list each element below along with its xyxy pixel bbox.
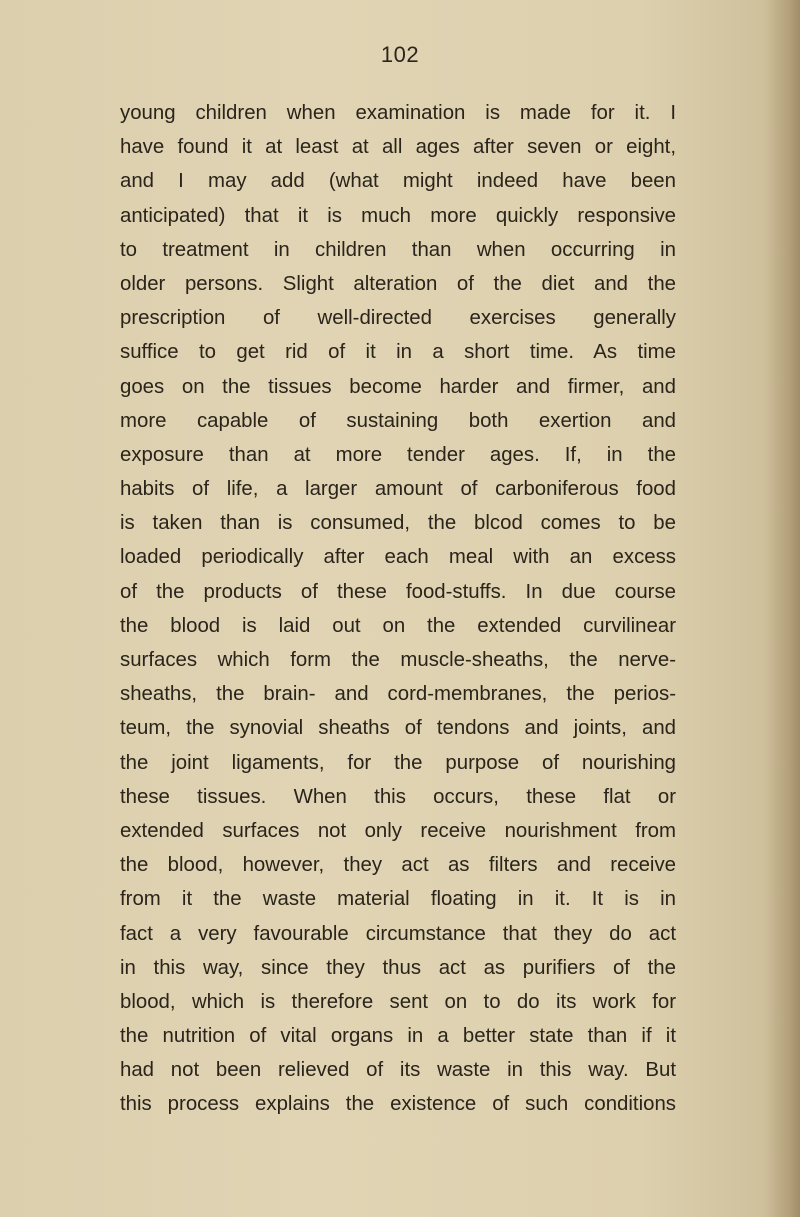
text-line: to treatment in children than when occurring in xyxy=(120,238,676,261)
text-line: had not been relieved of its waste in this way. But xyxy=(120,1059,676,1082)
text-line: the nutrition of vital organs in a better state than if it xyxy=(120,1025,676,1048)
text-line: the blood, however, they act as filters and receive xyxy=(120,854,676,877)
text-line: teum, the synovial sheaths of tendons and joints, and xyxy=(120,717,676,740)
text-line: extended surfaces not only receive nourishment from xyxy=(120,819,676,842)
text-line: more capable of sustaining both exertion and xyxy=(120,409,676,432)
text-line: this process explains the existence of such conditions xyxy=(120,1093,676,1116)
text-line: from it the waste material floating in it. It is in xyxy=(120,888,676,911)
text-line: loaded periodically after each meal with an excess xyxy=(120,546,676,569)
text-line: and I may add (what might indeed have been xyxy=(120,170,676,193)
text-line: prescription of well-directed exercises generally xyxy=(120,307,676,330)
text-line: blood, which is therefore sent on to do its work for xyxy=(120,990,676,1013)
text-line: young children when examination is made for it. I xyxy=(120,102,676,124)
text-line: habits of life, a larger amount of carboniferous food xyxy=(120,478,676,501)
text-line: older persons. Slight alteration of the diet and the xyxy=(120,272,676,295)
text-line: is taken than is consumed, the blcod comes to be xyxy=(120,512,676,535)
page-number: 102 xyxy=(380,42,420,67)
body-text xyxy=(120,96,676,1122)
text-line: these tissues. When this occurs, these flat or xyxy=(120,785,676,808)
text-line: surfaces which form the muscle-sheaths, the nerve- xyxy=(120,649,676,671)
text-line: anticipated) that it is much more quickly responsive xyxy=(120,204,676,227)
text-line: suffice to get rid of it in a short time. As time xyxy=(120,341,676,364)
text-line: sheaths, the brain- and cord-membranes, the perios- xyxy=(120,683,676,706)
text-line: of the products of these food-stuffs. In due course xyxy=(120,580,676,603)
text-line: the blood is laid out on the extended curvilinear xyxy=(120,614,676,637)
page-edge-shadow xyxy=(762,0,800,1217)
text-line: fact a very favourable circumstance that they do act xyxy=(120,922,676,945)
text-line: in this way, since they thus act as purifiers of the xyxy=(120,956,676,979)
text-line: the joint ligaments, for the purpose of nourishing xyxy=(120,751,676,774)
text-line: exposure than at more tender ages. If, in the xyxy=(120,443,676,466)
text-line: have found it at least at all ages after seven or eight, xyxy=(120,136,676,159)
text-line: goes on the tissues become harder and firmer, and xyxy=(120,375,676,398)
